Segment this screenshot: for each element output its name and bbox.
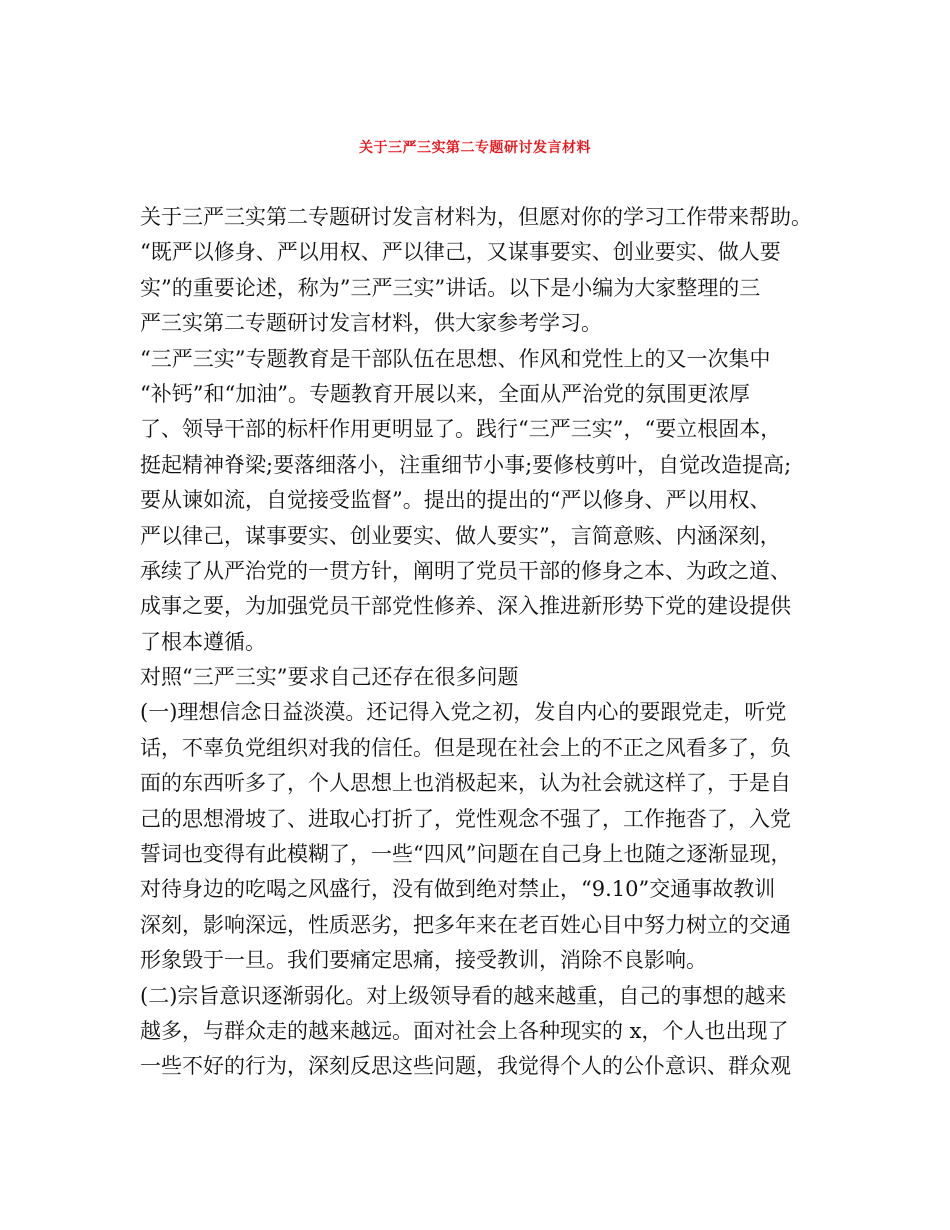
document-body — [140, 200, 830, 1085]
section-heading: 对照“三严三实”要求自己还存在很多问题 — [140, 665, 519, 690]
paragraph-line: 深刻，影响深远，性质恶劣，把多年来在老百姓心目中努力树立的交通 — [140, 912, 791, 937]
paragraph-line: 誓词也变得有此模糊了，一些“四风”问题在自己身上也随之逐渐显现， — [140, 842, 792, 867]
paragraph-line: “补钙”和“加油”。专题教育开展以来，全面从严治党的氛围更浓厚 — [140, 381, 750, 406]
paragraph-line: 成事之要，为加强党员干部党性修养、深入推进新形势下党的建设提供 — [140, 594, 791, 619]
paragraph-line: “既严以修身、严以用权、严以律己，又谋事要实、创业要实、做人要 — [140, 240, 781, 265]
paragraph-line: 面的东西听多了，个人思想上也消极起来，认为社会就这样了，于是自 — [140, 771, 791, 796]
paragraph-line: (二)宗旨意识逐渐弱化。对上级领导看的越来越重，自己的事想的越来 — [140, 983, 787, 1008]
paragraph-line: 己的思想滑坡了、进取心打折了，党性观念不强了，工作拖沓了，入党 — [140, 806, 791, 831]
paragraph-line: 一些不好的行为，深刻反思这些问题，我觉得个人的公仆意识、群众观 — [140, 1054, 791, 1079]
document-title: 关于三严三实第二专题研讨发言材料 — [359, 140, 591, 156]
paragraph-line: 了、领导干部的标杆作用更明显了。践行“三严三实”，“要立根固本， — [140, 417, 782, 442]
paragraph-line: 严以律己，谋事要实、创业要实、做人要实”，言简意赅、内涵深刻， — [140, 523, 781, 548]
paragraph-line: 了根本遵循。 — [140, 629, 266, 654]
paragraph-line: 越多，与群众走的越来越远。面对社会上各种现实的 x，个人也出现了 — [140, 1018, 789, 1043]
paragraph-line: 对待身边的吃喝之风盛行，没有做到绝对禁止，“9.10”交通事故教训 — [140, 877, 776, 902]
paragraph-line: 挺起精神脊梁;要落细落小，注重细节小事;要修枝剪叶，自觉改造提高; — [140, 452, 792, 477]
paragraph-line: 要从谏如流，自觉接受监督”。提出的提出的“严以修身、严以用权、 — [140, 488, 771, 513]
paragraph-line: 关于三严三实第二专题研讨发言材料为，但愿对你的学习工作带来帮助。 — [140, 205, 812, 229]
paragraph-line: 话，不辜负党组织对我的信任。但是现在社会上的不正之风看多了，负 — [140, 735, 791, 760]
paragraph-line: (一)理想信念日益淡漠。还记得入党之初，发自内心的要跟党走，听党 — [140, 700, 787, 725]
paragraph-line: 承续了从严治党的一贯方针，阐明了党员干部的修身之本、为政之道、 — [140, 558, 791, 583]
paragraph-line: “三严三实”专题教育是干部队伍在思想、作风和党性上的又一次集中 — [140, 346, 771, 371]
paragraph-line: 实”的重要论述，称为”三严三实”讲话。以下是小编为大家整理的三 — [140, 275, 761, 300]
paragraph-line: 严三实第二专题研讨发言材料，供大家参考学习。 — [140, 311, 602, 336]
paragraph-line: 形象毁于一旦。我们要痛定思痛，接受教训，消除不良影响。 — [140, 948, 707, 973]
